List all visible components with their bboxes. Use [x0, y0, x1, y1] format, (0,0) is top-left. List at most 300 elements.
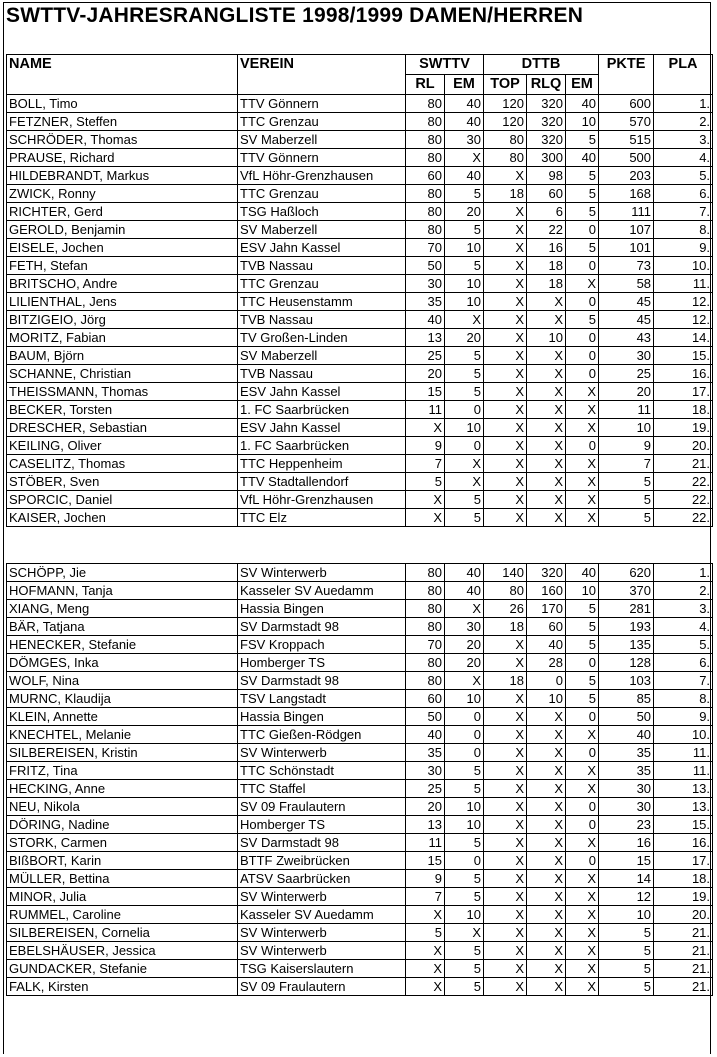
cell-name: DRESCHER, Sebastian	[7, 419, 238, 437]
cell-rl: 9	[406, 870, 445, 888]
cell-pla: 8.	[654, 690, 713, 708]
cell-pkte: 7	[599, 455, 654, 473]
cell-verein: FSV Kroppach	[238, 636, 406, 654]
cell-top: X	[484, 654, 527, 672]
cell-pkte: 43	[599, 329, 654, 347]
cell-em: 30	[445, 131, 484, 149]
cell-pla: 13.	[654, 780, 713, 798]
cell-rl: 80	[406, 185, 445, 203]
cell-pkte: 20	[599, 383, 654, 401]
cell-rl: 80	[406, 221, 445, 239]
cell-name: PRAUSE, Richard	[7, 149, 238, 167]
table-row	[7, 618, 713, 636]
cell-rl: 80	[406, 654, 445, 672]
cell-name: ZWICK, Ronny	[7, 185, 238, 203]
cell-rl: X	[406, 942, 445, 960]
cell-em: 10	[445, 239, 484, 257]
cell-verein: TTC Heppenheim	[238, 455, 406, 473]
cell-pkte: 85	[599, 690, 654, 708]
cell-em-dttb: 40	[566, 95, 599, 113]
table-row	[7, 239, 713, 257]
cell-pkte: 73	[599, 257, 654, 275]
cell-top: X	[484, 852, 527, 870]
cell-verein: Homberger TS	[238, 654, 406, 672]
cell-em: 0	[445, 744, 484, 762]
cell-rlq: X	[527, 924, 566, 942]
cell-top: 80	[484, 131, 527, 149]
cell-em: 5	[445, 978, 484, 996]
cell-rlq: 320	[527, 95, 566, 113]
cell-verein: TTC Grenzau	[238, 185, 406, 203]
cell-em: X	[445, 473, 484, 491]
cell-rl: X	[406, 978, 445, 996]
table-row	[7, 131, 713, 149]
cell-pla: 7.	[654, 203, 713, 221]
cell-top: X	[484, 906, 527, 924]
cell-name: KAISER, Jochen	[7, 509, 238, 527]
cell-verein: SV Winterwerb	[238, 942, 406, 960]
cell-top: X	[484, 798, 527, 816]
cell-name: KLEIN, Annette	[7, 708, 238, 726]
table-row	[7, 329, 713, 347]
cell-em: 5	[445, 780, 484, 798]
cell-em-dttb: X	[566, 762, 599, 780]
header-top: TOP	[484, 75, 527, 95]
cell-verein: Homberger TS	[238, 816, 406, 834]
cell-verein: SV Darmstadt 98	[238, 618, 406, 636]
cell-top: X	[484, 978, 527, 996]
header-row-2	[7, 75, 713, 95]
cell-pla: 4.	[654, 149, 713, 167]
table-row	[7, 365, 713, 383]
cell-pla: 8.	[654, 221, 713, 239]
cell-top: X	[484, 942, 527, 960]
table-row	[7, 906, 713, 924]
cell-pla: 9.	[654, 239, 713, 257]
table-row	[7, 311, 713, 329]
cell-em-dttb: X	[566, 888, 599, 906]
table-row	[7, 798, 713, 816]
cell-name: SILBEREISEN, Kristin	[7, 744, 238, 762]
cell-rl: 35	[406, 293, 445, 311]
cell-em-dttb: X	[566, 383, 599, 401]
cell-verein: TTV Gönnern	[238, 149, 406, 167]
cell-pkte: 370	[599, 582, 654, 600]
cell-pkte: 203	[599, 167, 654, 185]
cell-pla: 12.	[654, 293, 713, 311]
cell-pkte: 5	[599, 978, 654, 996]
cell-name: RUMMEL, Caroline	[7, 906, 238, 924]
cell-pla: 17.	[654, 383, 713, 401]
cell-name: BITZIGEIO, Jörg	[7, 311, 238, 329]
header-pla-cont	[654, 75, 713, 95]
cell-top: X	[484, 401, 527, 419]
cell-em-dttb: 0	[566, 329, 599, 347]
cell-em: X	[445, 455, 484, 473]
cell-pla: 22.	[654, 509, 713, 527]
cell-rlq: X	[527, 455, 566, 473]
cell-top: X	[484, 239, 527, 257]
cell-em: 5	[445, 509, 484, 527]
cell-top: X	[484, 167, 527, 185]
cell-verein: ESV Jahn Kassel	[238, 383, 406, 401]
cell-rlq: X	[527, 744, 566, 762]
cell-em-dttb: 5	[566, 311, 599, 329]
cell-rl: 70	[406, 636, 445, 654]
table-row	[7, 564, 713, 582]
cell-verein: 1. FC Saarbrücken	[238, 437, 406, 455]
cell-rl: 40	[406, 726, 445, 744]
header-em-dttb: EM	[566, 75, 599, 95]
cell-pkte: 30	[599, 798, 654, 816]
cell-pkte: 35	[599, 744, 654, 762]
cell-pla: 16.	[654, 365, 713, 383]
cell-em: 5	[445, 762, 484, 780]
cell-em: 5	[445, 365, 484, 383]
cell-em-dttb: 0	[566, 365, 599, 383]
cell-rlq: X	[527, 311, 566, 329]
header-row-1	[7, 55, 713, 75]
cell-name: FETZNER, Steffen	[7, 113, 238, 131]
cell-name: DÖMGES, Inka	[7, 654, 238, 672]
cell-em: 5	[445, 185, 484, 203]
table-row	[7, 473, 713, 491]
cell-top: 80	[484, 582, 527, 600]
cell-pkte: 5	[599, 960, 654, 978]
cell-pla: 21.	[654, 978, 713, 996]
cell-em: 20	[445, 636, 484, 654]
cell-rl: 20	[406, 365, 445, 383]
cell-em: X	[445, 149, 484, 167]
cell-pkte: 11	[599, 401, 654, 419]
cell-pla: 3.	[654, 131, 713, 149]
cell-pkte: 15	[599, 852, 654, 870]
cell-verein: TSV Langstadt	[238, 690, 406, 708]
cell-top: X	[484, 257, 527, 275]
cell-name: BRITSCHO, Andre	[7, 275, 238, 293]
cell-name: HILDEBRANDT, Markus	[7, 167, 238, 185]
cell-name: SPORCIC, Daniel	[7, 491, 238, 509]
cell-name: EISELE, Jochen	[7, 239, 238, 257]
cell-rl: 80	[406, 582, 445, 600]
cell-pkte: 193	[599, 618, 654, 636]
cell-pkte: 281	[599, 600, 654, 618]
cell-pkte: 35	[599, 762, 654, 780]
cell-pla: 13.	[654, 798, 713, 816]
cell-verein: TVB Nassau	[238, 257, 406, 275]
cell-pla: 1.	[654, 95, 713, 113]
cell-top: X	[484, 455, 527, 473]
cell-rl: 5	[406, 473, 445, 491]
cell-pkte: 23	[599, 816, 654, 834]
cell-pkte: 5	[599, 924, 654, 942]
cell-rl: 80	[406, 672, 445, 690]
cell-rlq: 40	[527, 636, 566, 654]
cell-em-dttb: 5	[566, 618, 599, 636]
cell-em-dttb: X	[566, 491, 599, 509]
cell-name: BÄR, Tatjana	[7, 618, 238, 636]
cell-pla: 1.	[654, 564, 713, 582]
cell-em-dttb: 5	[566, 636, 599, 654]
header-verein: VEREIN	[238, 55, 406, 75]
cell-verein: VfL Höhr-Grenzhausen	[238, 491, 406, 509]
cell-top: 26	[484, 600, 527, 618]
cell-rlq: 160	[527, 582, 566, 600]
cell-em-dttb: 0	[566, 437, 599, 455]
cell-top: 140	[484, 564, 527, 582]
cell-rlq: X	[527, 852, 566, 870]
cell-top: X	[484, 347, 527, 365]
cell-em-dttb: X	[566, 834, 599, 852]
cell-top: X	[484, 437, 527, 455]
cell-rl: 50	[406, 257, 445, 275]
cell-top: X	[484, 888, 527, 906]
cell-pkte: 16	[599, 834, 654, 852]
header-rl: RL	[406, 75, 445, 95]
cell-em-dttb: 0	[566, 852, 599, 870]
header-verein-cont	[238, 75, 406, 95]
cell-em: 40	[445, 582, 484, 600]
cell-top: X	[484, 365, 527, 383]
cell-pla: 17.	[654, 852, 713, 870]
cell-em-dttb: X	[566, 960, 599, 978]
cell-rl: 13	[406, 329, 445, 347]
cell-rlq: X	[527, 726, 566, 744]
cell-pla: 2.	[654, 113, 713, 131]
cell-top: X	[484, 275, 527, 293]
cell-em: 5	[445, 942, 484, 960]
cell-top: X	[484, 509, 527, 527]
cell-em-dttb: 5	[566, 203, 599, 221]
cell-verein: TVB Nassau	[238, 365, 406, 383]
cell-em: 5	[445, 257, 484, 275]
cell-rlq: 300	[527, 149, 566, 167]
cell-em: 40	[445, 95, 484, 113]
cell-verein: 1. FC Saarbrücken	[238, 401, 406, 419]
cell-em-dttb: 0	[566, 221, 599, 239]
cell-name: MINOR, Julia	[7, 888, 238, 906]
cell-rl: 7	[406, 888, 445, 906]
cell-pla: 3.	[654, 600, 713, 618]
cell-rl: 80	[406, 618, 445, 636]
cell-rl: 20	[406, 798, 445, 816]
cell-verein: TTV Gönnern	[238, 95, 406, 113]
cell-em: X	[445, 672, 484, 690]
cell-em: 5	[445, 834, 484, 852]
cell-pkte: 101	[599, 239, 654, 257]
cell-rl: 80	[406, 131, 445, 149]
header-em: EM	[445, 75, 484, 95]
cell-name: FETH, Stefan	[7, 257, 238, 275]
table-row	[7, 654, 713, 672]
cell-verein: TSG Kaiserslautern	[238, 960, 406, 978]
cell-top: X	[484, 834, 527, 852]
cell-pla: 22.	[654, 491, 713, 509]
cell-em: X	[445, 600, 484, 618]
cell-rl: 25	[406, 347, 445, 365]
cell-pla: 10.	[654, 257, 713, 275]
cell-verein: SV Maberzell	[238, 131, 406, 149]
cell-rlq: X	[527, 870, 566, 888]
cell-top: X	[484, 924, 527, 942]
cell-verein: TTC Grenzau	[238, 275, 406, 293]
header-pla: PLA	[654, 55, 713, 75]
cell-pkte: 30	[599, 347, 654, 365]
table-row	[7, 888, 713, 906]
table-row	[7, 780, 713, 798]
table-row	[7, 744, 713, 762]
table-row	[7, 455, 713, 473]
cell-em: 40	[445, 564, 484, 582]
cell-top: X	[484, 491, 527, 509]
cell-rl: 11	[406, 401, 445, 419]
cell-em-dttb: X	[566, 419, 599, 437]
cell-rl: 80	[406, 149, 445, 167]
cell-em: 40	[445, 167, 484, 185]
cell-name: FRITZ, Tina	[7, 762, 238, 780]
cell-rlq: 10	[527, 690, 566, 708]
cell-em-dttb: 5	[566, 600, 599, 618]
cell-top: X	[484, 311, 527, 329]
cell-em-dttb: 0	[566, 744, 599, 762]
cell-rlq: X	[527, 888, 566, 906]
table-row	[7, 203, 713, 221]
cell-top: X	[484, 329, 527, 347]
cell-rlq: X	[527, 383, 566, 401]
cell-verein: TVB Nassau	[238, 311, 406, 329]
header-name: NAME	[7, 55, 238, 75]
cell-top: 18	[484, 618, 527, 636]
cell-pkte: 515	[599, 131, 654, 149]
cell-verein: SV Maberzell	[238, 347, 406, 365]
cell-pla: 21.	[654, 455, 713, 473]
cell-name: FALK, Kirsten	[7, 978, 238, 996]
cell-pla: 6.	[654, 654, 713, 672]
cell-rlq: X	[527, 437, 566, 455]
cell-rl: X	[406, 509, 445, 527]
cell-pla: 5.	[654, 167, 713, 185]
cell-em: 10	[445, 816, 484, 834]
cell-rlq: 28	[527, 654, 566, 672]
cell-name: DÖRING, Nadine	[7, 816, 238, 834]
cell-pkte: 12	[599, 888, 654, 906]
cell-pla: 22.	[654, 473, 713, 491]
cell-name: GEROLD, Benjamin	[7, 221, 238, 239]
cell-rlq: X	[527, 906, 566, 924]
cell-em-dttb: 10	[566, 582, 599, 600]
cell-verein: SV Darmstadt 98	[238, 672, 406, 690]
cell-pkte: 128	[599, 654, 654, 672]
cell-rl: 60	[406, 167, 445, 185]
table-row	[7, 293, 713, 311]
cell-em: 20	[445, 203, 484, 221]
header-pkte-cont	[599, 75, 654, 95]
cell-name: EBELSHÄUSER, Jessica	[7, 942, 238, 960]
cell-rlq: X	[527, 798, 566, 816]
cell-verein: SV Maberzell	[238, 221, 406, 239]
cell-rlq: 170	[527, 600, 566, 618]
cell-em-dttb: X	[566, 780, 599, 798]
cell-pkte: 10	[599, 906, 654, 924]
cell-pkte: 5	[599, 473, 654, 491]
cell-verein: Hassia Bingen	[238, 600, 406, 618]
cell-verein: BTTF Zweibrücken	[238, 852, 406, 870]
cell-pla: 16.	[654, 834, 713, 852]
cell-rl: 60	[406, 690, 445, 708]
table-row	[7, 509, 713, 527]
table-row	[7, 221, 713, 239]
cell-rl: 15	[406, 852, 445, 870]
cell-verein: Hassia Bingen	[238, 708, 406, 726]
table-row	[7, 113, 713, 131]
cell-rlq: X	[527, 762, 566, 780]
cell-pkte: 50	[599, 708, 654, 726]
cell-verein: ATSV Saarbrücken	[238, 870, 406, 888]
cell-pkte: 500	[599, 149, 654, 167]
cell-verein: TTC Heusenstamm	[238, 293, 406, 311]
cell-em-dttb: 5	[566, 239, 599, 257]
cell-rl: X	[406, 960, 445, 978]
cell-pla: 21.	[654, 924, 713, 942]
cell-top: 18	[484, 672, 527, 690]
cell-rl: 80	[406, 203, 445, 221]
cell-em-dttb: 0	[566, 708, 599, 726]
cell-rlq: 22	[527, 221, 566, 239]
cell-rlq: 18	[527, 257, 566, 275]
cell-pkte: 10	[599, 419, 654, 437]
cell-top: X	[484, 473, 527, 491]
table-row	[7, 762, 713, 780]
cell-rlq: 98	[527, 167, 566, 185]
cell-em-dttb: X	[566, 726, 599, 744]
header-swttv: SWTTV	[406, 55, 484, 75]
cell-rl: 9	[406, 437, 445, 455]
cell-verein: SV Darmstadt 98	[238, 834, 406, 852]
cell-pkte: 111	[599, 203, 654, 221]
table-row	[7, 672, 713, 690]
cell-rl: 15	[406, 383, 445, 401]
cell-em-dttb: 0	[566, 654, 599, 672]
cell-pla: 2.	[654, 582, 713, 600]
cell-rlq: X	[527, 509, 566, 527]
cell-em: 5	[445, 383, 484, 401]
cell-rlq: X	[527, 401, 566, 419]
cell-rl: 80	[406, 113, 445, 131]
cell-em: 20	[445, 329, 484, 347]
cell-pkte: 9	[599, 437, 654, 455]
cell-em: X	[445, 924, 484, 942]
cell-rlq: 0	[527, 672, 566, 690]
cell-em: 5	[445, 870, 484, 888]
cell-em: 30	[445, 618, 484, 636]
cell-verein: SV Winterwerb	[238, 564, 406, 582]
cell-em-dttb: X	[566, 473, 599, 491]
cell-pla: 20.	[654, 437, 713, 455]
cell-top: X	[484, 203, 527, 221]
cell-name: BAUM, Björn	[7, 347, 238, 365]
cell-em: 0	[445, 726, 484, 744]
cell-pla: 19.	[654, 888, 713, 906]
cell-rl: 80	[406, 564, 445, 582]
cell-em-dttb: 0	[566, 816, 599, 834]
cell-em: 0	[445, 708, 484, 726]
cell-rl: 80	[406, 600, 445, 618]
cell-pla: 11.	[654, 275, 713, 293]
cell-rlq: X	[527, 347, 566, 365]
cell-name: KEILING, Oliver	[7, 437, 238, 455]
cell-top: X	[484, 419, 527, 437]
cell-name: HENECKER, Stefanie	[7, 636, 238, 654]
